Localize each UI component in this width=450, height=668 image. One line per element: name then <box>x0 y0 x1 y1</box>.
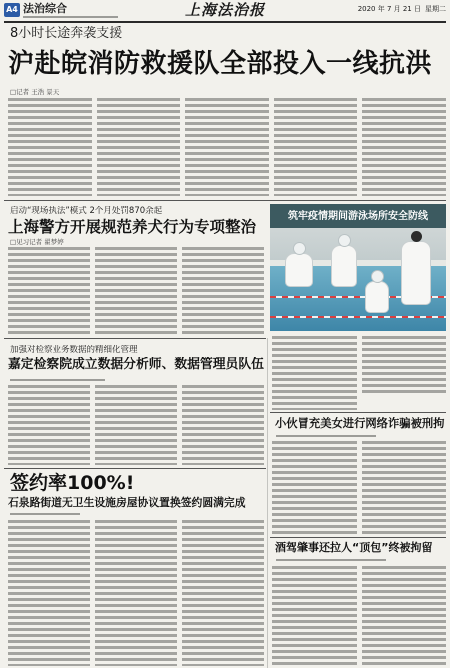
body-text-column <box>272 441 357 534</box>
person-figure <box>286 254 312 286</box>
person-figure <box>332 246 356 286</box>
dog-story-byline: □见习记者 翟梦婷 <box>10 238 64 246</box>
lead-story-byline: □记者 王浩 景天 <box>10 88 60 96</box>
editor-info-line <box>23 16 118 18</box>
lead-story-kicker: 8小时长途奔袭支援 <box>10 26 123 41</box>
procuratorate-story-kicker: 加强对检察业务数据的精细化管理 <box>10 345 138 355</box>
dog-story-kicker: 启动“现场执法”模式 2个月处罚870余起 <box>10 206 163 216</box>
body-text-column <box>8 98 92 196</box>
lead-story-body <box>8 98 446 196</box>
section-divider <box>4 468 266 469</box>
procuratorate-story-headline: 嘉定检察院成立数据分析师、数据管理员队伍 <box>8 357 264 372</box>
header-rule <box>4 21 446 23</box>
fraud-story-body <box>272 441 446 534</box>
body-text-column <box>362 566 447 666</box>
body-text-column <box>182 385 264 465</box>
section-divider <box>270 412 446 413</box>
issue-date <box>318 5 446 14</box>
person-figure <box>402 242 430 304</box>
photo-story-body <box>272 336 446 410</box>
page-number-badge: A4 <box>4 3 20 17</box>
fraud-story-headline: 小伙冒充美女进行网络诈骗被刑拘 <box>275 417 445 430</box>
section-title: 法治综合 <box>23 2 67 15</box>
body-text-column <box>362 98 446 196</box>
drunk-driving-story-byline <box>276 559 386 561</box>
body-text-column <box>185 98 269 196</box>
section-divider <box>4 200 446 201</box>
body-text-column <box>274 98 358 196</box>
body-text-column <box>8 385 90 465</box>
housing-story-byline <box>10 513 80 515</box>
drunk-driving-story-headline: 酒驾肇事还拉人“顶包”终被拘留 <box>275 541 433 554</box>
procuratorate-story-body <box>8 385 264 465</box>
pool-lane-rope <box>270 316 446 318</box>
housing-story-headline: 签约率100%! <box>10 472 135 494</box>
lead-story-headline: 沪赴皖消防救援队全部投入一线抗洪 <box>8 49 433 79</box>
body-text-column <box>8 520 90 666</box>
body-text-column <box>182 520 264 666</box>
housing-story-body <box>8 520 264 666</box>
body-text-column <box>182 247 264 334</box>
drunk-driving-story-body <box>272 566 446 666</box>
body-text-column <box>97 98 181 196</box>
housing-story-subheadline: 石泉路街道无卫生设施房屋协议置换签约圆满完成 <box>8 496 246 509</box>
section-divider <box>270 537 446 538</box>
body-text-column <box>362 336 447 410</box>
body-text-column <box>272 566 357 666</box>
body-text-column <box>272 336 357 410</box>
dog-story-headline: 上海警方开展规范养犬行为专项整治 <box>8 218 257 236</box>
body-text-column <box>8 247 90 334</box>
person-figure <box>366 282 388 312</box>
procuratorate-story-byline <box>10 379 105 381</box>
weekday-text: 星期二 <box>425 5 446 13</box>
body-text-column <box>95 247 177 334</box>
photo-title: 筑牢疫情期间游泳场所安全防线 <box>288 211 428 222</box>
body-text-column <box>95 520 177 666</box>
swimming-pool-inspection-photo <box>270 204 446 331</box>
dog-story-body <box>8 247 264 334</box>
date-text: 2020 年 7 月 21 日 <box>357 5 421 13</box>
fraud-story-byline <box>276 435 376 437</box>
column-divider <box>267 338 268 668</box>
body-text-column <box>95 385 177 465</box>
section-divider <box>4 338 266 339</box>
newspaper-masthead-logo: 上海法治报 <box>184 1 265 19</box>
body-text-column <box>362 441 447 534</box>
